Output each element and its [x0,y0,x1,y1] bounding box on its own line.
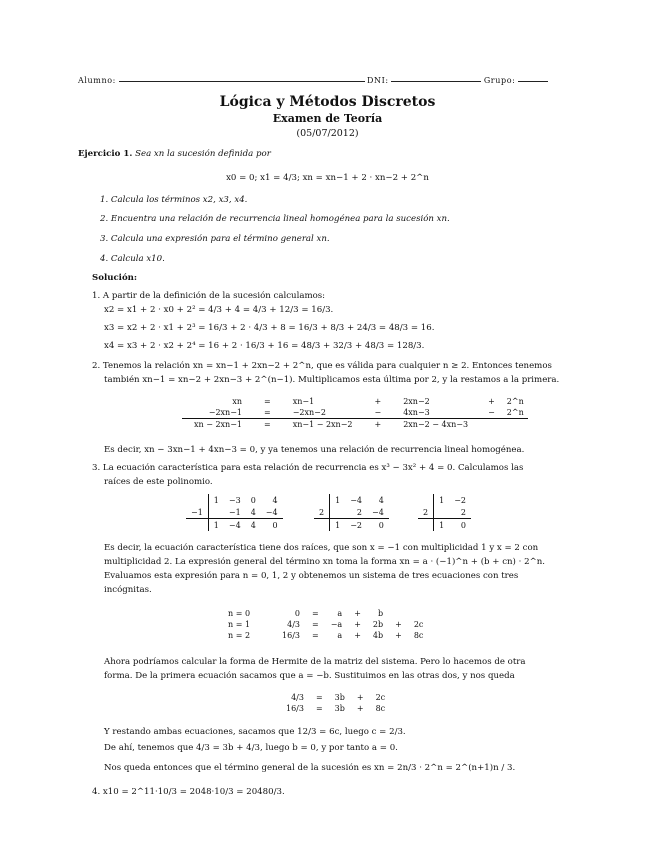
cell: −4 [371,507,384,517]
s1-intro: 1. A partir de la definición de la sucesión calculamos: [92,291,326,301]
cell: + [374,420,382,429]
ruffini-root: −1 [191,507,203,517]
cell: 2xn−2 [403,397,430,406]
cell: = [264,408,271,417]
cell: 16/3 [286,704,304,713]
cell: 4b [372,631,384,640]
cell: b [377,609,384,618]
cell: 1 [330,494,346,506]
cell: xn−1 − 2xn−2 [292,420,353,429]
cell [418,494,434,506]
cell: 3b [334,693,345,702]
cell: a [337,631,343,640]
s2-line1: 2. Tenemos la relación xn = xn−1 + 2xn−2 + 2^n, que es válida para cualquier n ≥ 2. Entonces tenemos [92,361,552,371]
cell [503,419,528,431]
cell [330,506,346,519]
ruffini-table-2 [314,494,389,531]
cell [434,506,450,519]
s3-p1-line: Es decir, la ecuación característica tiene dos raíces, que son x = −1 con multiplicidad 1 y x = 2 con [104,543,539,553]
exercise-statement [78,148,271,161]
s3-p1-line: incógnitas. [104,585,152,595]
s3-p3-line: Nos queda entonces que el término general de la sucesión es xn = 2n/3 · 2^n = 2^(n+1)n / 3. [104,763,516,773]
cell: = [312,631,319,640]
cell: − [488,408,495,417]
cell: 1 [208,494,224,506]
cell [314,494,330,506]
s3-p1-line: Evaluamos esta expresión para n = 0, 1, 2 y obtenemos un sistema de tres ecuaciones con tres [104,571,519,581]
cell: −4 [224,519,246,532]
cell: 2^n [506,397,524,406]
cell [208,506,224,519]
cell: 4 [272,495,278,505]
cell [186,494,208,506]
cell: = [315,693,323,702]
s3-line1: 3. La ecuación característica para esta relación de recurrencia es x³ − 3x² + 4 = 0. Calculamos las [92,463,524,473]
s2-line2: también xn−1 = xn−2 + 2xn−3 + 2^(n−1). Multiplicamos esta última por 2, y la restamos a la primera. [104,375,560,385]
cell: n = 2 [228,631,251,640]
cell: 2c [413,620,424,629]
cell: 2b [372,620,384,629]
cell: 2xn−2 − 4xn−3 [403,420,469,429]
s3-p3-line: De ahí, tenemos que 4/3 = 3b + 4/3, luego b = 0, y por tanto a = 0. [104,743,398,753]
cell: = [315,704,323,713]
cell: n = 1 [228,620,251,629]
exercise-text: Sea xn la sucesión definida por [135,149,271,159]
grupo-blank [518,81,548,82]
cell: 1 [208,519,224,532]
cell: −2xn−2 [292,408,326,417]
cell: −4 [350,495,362,505]
s3-p2-line: Ahora podríamos calcular la forma de Hermite de la matriz del sistema. Pero lo hacemos de otra [104,657,526,667]
alumno-label: Alumno: [78,76,116,85]
cell: 16/3 [282,631,300,640]
cell: 0 [449,519,471,532]
cell: 4 [250,507,256,517]
cell: 4/3 [291,693,304,702]
cell: n = 0 [228,609,251,618]
cell: 2 [356,507,362,517]
subtraction-table [182,396,528,430]
cell: −4 [265,507,278,517]
cell: + [354,620,361,629]
cell: 0 [367,519,389,532]
s3-line2: raíces de este polinomio. [104,477,213,487]
exercise-label: Ejercicio 1. [78,149,133,159]
cell [314,519,330,532]
cell: + [356,693,364,702]
ruffini-table-1 [186,494,283,531]
task-1: 1. Calcula los términos x2, x3, x4. [100,195,248,205]
dni-label: DNI: [367,76,389,85]
s1-line: x2 = x1 + 2 · x0 + 2² = 4/3 + 4 = 4/3 + 12/3 = 16/3. [104,305,334,315]
cell: 4/3 [287,620,300,629]
solution-heading: Solución: [92,273,138,283]
sequence-definition: x0 = 0; x1 = 4/3; xn = xn−1 + 2 · xn−2 + 2^n [226,173,429,183]
cell: 0 [261,519,283,532]
cell [389,608,408,619]
exam-date: (05/07/2012) [296,128,359,139]
cell: −2 [345,519,367,532]
cell: + [354,631,361,640]
cell: + [488,397,495,406]
page-subtitle: Examen de Teoría [272,112,383,125]
ruffini-root: 2 [423,507,429,517]
cell: −2 [454,495,466,505]
cell [408,608,430,619]
ruffini-table-3 [418,494,471,531]
s3-p3-line: Y restando ambas ecuaciones, sacamos que 12/3 = 6c, luego c = 2/3. [104,727,406,737]
cell: 4xn−3 [403,408,430,417]
cell: 8c [413,631,424,640]
cell: + [395,631,402,640]
cell [186,519,208,532]
cell: 3b [334,704,345,713]
task-4: 4. Calcula x10. [100,254,165,264]
cell: + [356,704,364,713]
cell: 4 [378,495,384,505]
s3-p1-line: multiplicidad 2. La expresión general del término xn toma la forma xn = a · (−1)^n + (b + cn) · 2^n. [104,557,546,567]
equation-system [226,608,429,641]
page-title: Lógica y Métodos Discretos [219,94,436,110]
cell: 2^n [506,408,524,417]
cell: 0 [250,495,256,505]
cell: = [312,620,319,629]
s3-p2-line: forma. De la primera ecuación sacamos que a = −b. Sustituimos en las otras dos, y nos queda [104,671,515,681]
cell: = [264,397,271,406]
cell: = [312,609,319,618]
cell: −3 [228,495,241,505]
cell: = [264,420,271,429]
cell: + [395,620,402,629]
cell: 2c [375,693,386,702]
cell [480,419,503,431]
cell: 1 [434,494,450,506]
cell: 1 [330,519,346,532]
cell: xn [232,397,242,406]
cell: xn−1 [292,397,315,406]
cell: − [374,408,382,417]
cell: −2xn−1 [208,408,242,417]
cell: −1 [228,507,241,517]
cell: + [354,609,361,618]
ruffini-root: 2 [319,507,325,517]
s1-line: x3 = x2 + 2 · x1 + 2³ = 16/3 + 2 · 4/3 + 8 = 16/3 + 8/3 + 24/3 = 48/3 = 16. [104,323,435,333]
s1-line: x4 = x3 + 2 · x2 + 2⁴ = 16 + 2 · 16/3 + 16 = 48/3 + 32/3 + 48/3 = 128/3. [104,341,425,351]
grupo-label: Grupo: [483,76,516,85]
cell: xn − 2xn−1 [194,420,242,429]
s2-conclusion: Es decir, xn − 3xn−1 + 4xn−3 = 0, y ya tenemos una relación de recurrencia lineal homogénea. [104,445,525,455]
cell [418,519,434,532]
alumno-blank [119,81,365,82]
cell: −a [330,620,343,629]
cell: 4 [246,519,261,532]
alumno-field [78,76,548,85]
cell: + [374,397,382,406]
task-3: 3. Calcula una expresión para el término general xn. [100,234,330,244]
task-2: 2. Encuentra una relación de recurrencia lineal homogénea para la sucesión xn. [100,214,450,224]
cell: 8c [375,704,386,713]
dni-blank [391,81,481,82]
cell: 2 [460,507,466,517]
cell: a [337,609,343,618]
equation-system-2 [280,692,391,714]
cell: 0 [294,609,300,618]
s4-answer: 4. x10 = 2^11·10/3 = 2048·10/3 = 20480/3. [92,787,285,797]
cell: 1 [434,519,450,532]
